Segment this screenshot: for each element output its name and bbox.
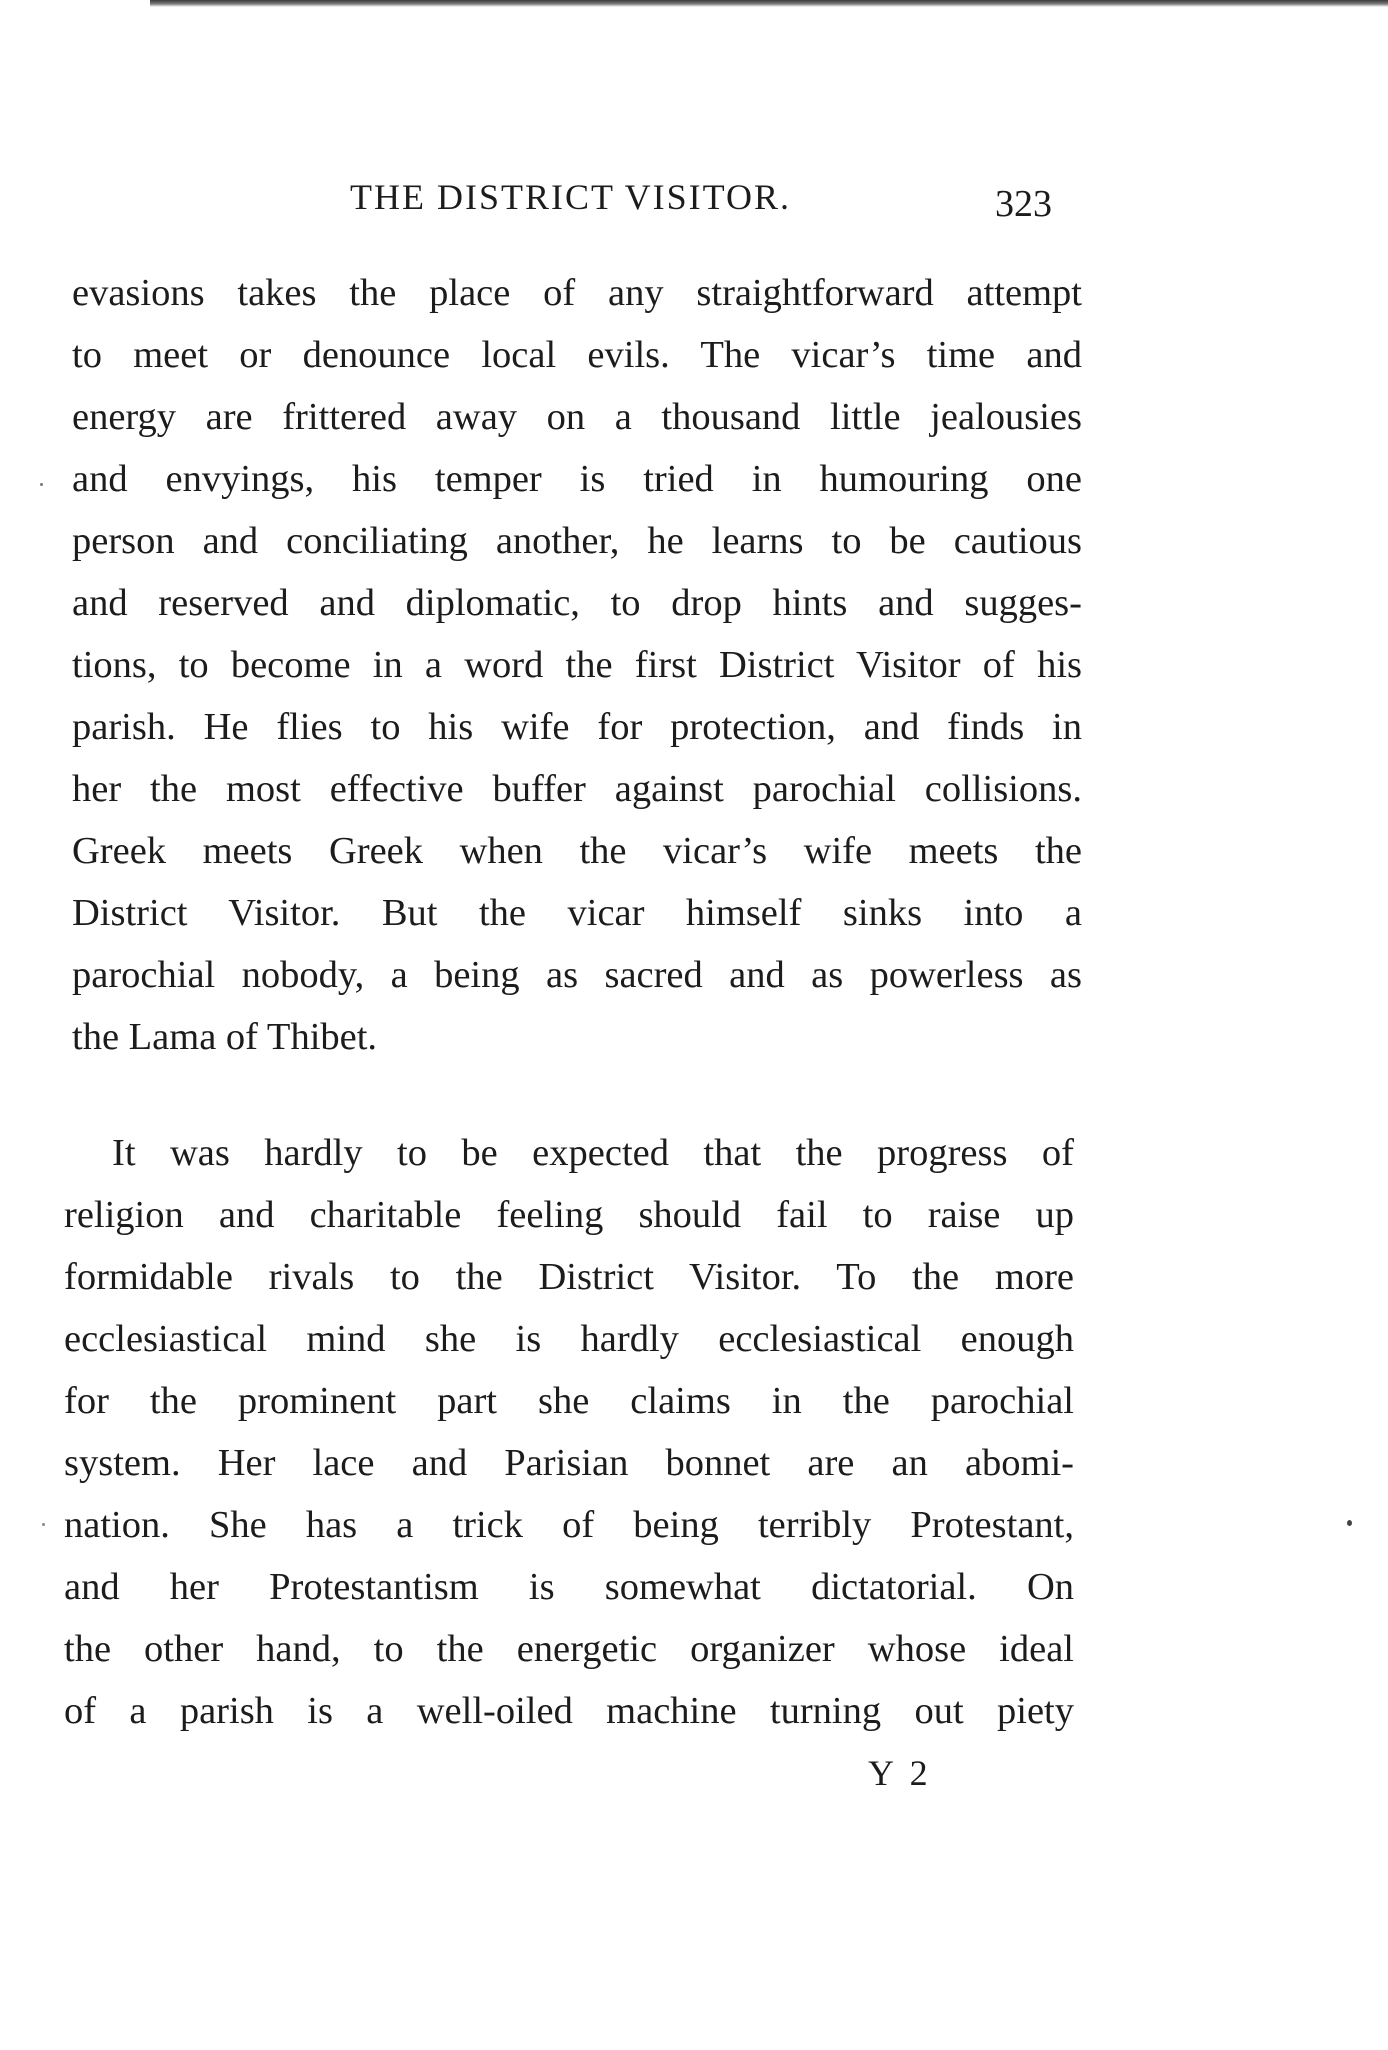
text-line: of a parish is a well-oiled machine turning out piety bbox=[64, 1690, 1074, 1732]
text-line: It was hardly to be expected that the progress of bbox=[112, 1132, 1074, 1174]
text-line: District Visitor. But the vicar himself sinks into a bbox=[72, 892, 1082, 934]
signature-mark: Y 2 bbox=[868, 1753, 932, 1793]
paragraph-1 bbox=[72, 262, 1082, 1068]
text-line: person and conciliating another, he learns to be cautious bbox=[72, 520, 1082, 562]
text-line: parish. He flies to his wife for protection, and finds in bbox=[72, 706, 1082, 748]
text-line: system. Her lace and Parisian bonnet are an abomi- bbox=[64, 1442, 1074, 1484]
text-line: nation. She has a trick of being terribly Protestant, bbox=[64, 1504, 1074, 1546]
text-line: Greek meets Greek when the vicar’s wife meets the bbox=[72, 830, 1082, 872]
text-line: religion and charitable feeling should fail to raise up bbox=[64, 1194, 1074, 1236]
text-line: the other hand, to the energetic organizer whose ideal bbox=[64, 1628, 1074, 1670]
text-line: and reserved and diplomatic, to drop hints and sugges- bbox=[72, 582, 1082, 624]
text-line: and her Protestantism is somewhat dictatorial. On bbox=[64, 1566, 1074, 1608]
text-line: and envyings, his temper is tried in humouring one bbox=[72, 458, 1082, 500]
text-line: ecclesiastical mind she is hardly ecclesiastical enough bbox=[64, 1318, 1074, 1360]
text-line: energy are frittered away on a thousand little jealousies bbox=[72, 396, 1082, 438]
text-line: for the prominent part she claims in the parochial bbox=[64, 1380, 1074, 1422]
text-line: the Lama of Thibet. bbox=[72, 1016, 378, 1058]
scan-edge bbox=[150, 0, 1388, 7]
ink-speck bbox=[42, 1523, 45, 1526]
text-line: her the most effective buffer against parochial collisions. bbox=[72, 768, 1082, 810]
ink-speck bbox=[40, 483, 43, 486]
text-line: evasions takes the place of any straightforward attempt bbox=[72, 272, 1082, 314]
paragraph-2 bbox=[64, 1122, 1074, 1742]
text-line: formidable rivals to the District Visitor. To the more bbox=[64, 1256, 1074, 1298]
page-number: 323 bbox=[995, 183, 1052, 225]
text-line: tions, to become in a word the first District Visitor of his bbox=[72, 644, 1082, 686]
text-line: to meet or denounce local evils. The vicar’s time and bbox=[72, 334, 1082, 376]
running-title: THE DISTRICT VISITOR. bbox=[350, 177, 792, 217]
text-line: parochial nobody, a being as sacred and as powerless as bbox=[72, 954, 1082, 996]
ink-speck bbox=[1347, 1520, 1352, 1526]
